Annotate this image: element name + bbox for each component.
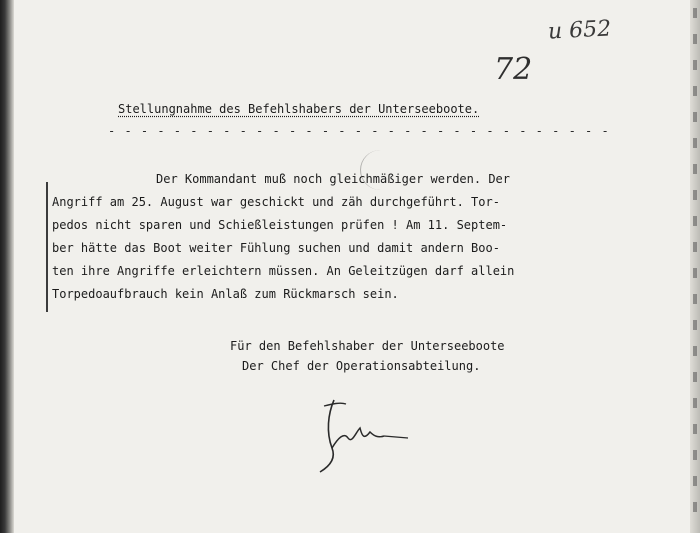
margin-bar [46,182,48,312]
document-title: Stellungnahme des Befehlshabers der Unterseeboote. [118,102,480,116]
paragraph-line: Der Kommandant muß noch gleichmäßiger werden. Der [156,172,511,186]
paragraph-line: pedos nicht sparen und Schießleistungen prüfen ! Am 11. Septem- [52,218,508,232]
paragraph-line: ten ihre Angriffe erleichtern müssen. An Geleitzügen darf allein [52,264,515,278]
signature-line-2: Der Chef der Operationsabteilung. [242,359,481,373]
paragraph-line: ber hätte das Boot weiter Fühlung suchen und damit andern Boo- [52,241,500,255]
handwritten-signature [312,392,422,482]
archive-reference: u 652 [547,16,612,45]
scan-left-edge [0,0,14,533]
paragraph-line: Angriff am 25. August war geschickt und zäh durchgeführt. Tor- [52,195,500,209]
signature-line-1: Für den Befehlshaber der Unterseeboote [230,339,505,353]
page-number: 72 [494,52,533,87]
signature-block [230,336,505,376]
paragraph-line: Torpedoaufbrauch kein Anlaß zum Rückmarsch sein. [52,287,399,301]
title-underline-rule: - - - - - - - - - - - - - - - - - - - - - - - - - - - - - - - [108,124,610,138]
assessment-paragraph [52,168,652,306]
scan-binding-marks [693,8,697,528]
